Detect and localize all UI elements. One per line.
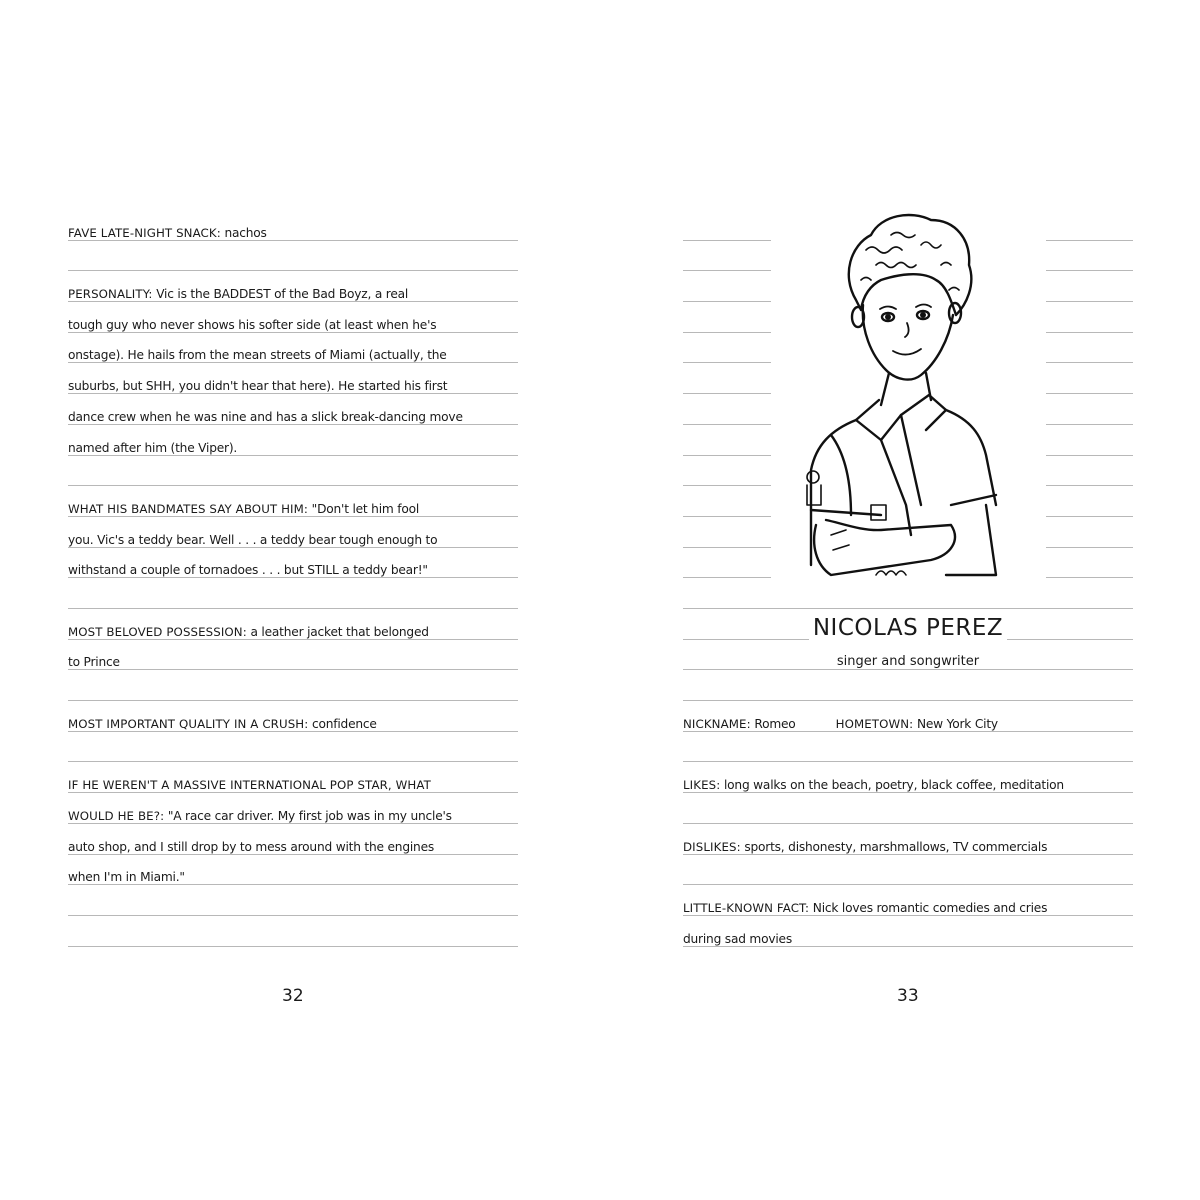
field-value: sports, dishonesty, marshmallows, TV commercials bbox=[740, 840, 1048, 854]
field-value: auto shop, and I still drop by to mess around with the engines bbox=[68, 840, 435, 854]
ruled-line bbox=[683, 761, 1133, 762]
ruled-line bbox=[68, 608, 518, 609]
ruled-line bbox=[683, 946, 1133, 947]
personality-line bbox=[68, 410, 466, 424]
ruled-line bbox=[683, 792, 1133, 793]
field-value: nachos bbox=[220, 226, 267, 240]
character-name bbox=[683, 615, 1133, 641]
field-label: MOST IMPORTANT QUALITY IN A CRUSH: bbox=[68, 717, 309, 731]
field-value: "A race car driver. My first job was in my uncle's bbox=[164, 809, 452, 823]
ruled-line bbox=[68, 577, 518, 578]
field-value: dance crew when he was nine and has a slick break-dancing move bbox=[68, 410, 463, 424]
ruled-line bbox=[683, 915, 1133, 916]
dislikes-line bbox=[683, 840, 1050, 854]
field-value: tough guy who never shows his softer side (at least when he's bbox=[68, 318, 437, 332]
ruled-line bbox=[683, 608, 1133, 609]
ruled-line bbox=[68, 455, 518, 456]
field-value: Romeo bbox=[750, 717, 818, 731]
personality-line bbox=[68, 318, 439, 332]
ruled-line bbox=[68, 854, 518, 855]
ruled-line bbox=[683, 731, 1133, 732]
ruled-line bbox=[68, 332, 518, 333]
likes-line bbox=[683, 778, 1067, 792]
portrait-drawing-icon bbox=[771, 205, 1046, 585]
ruled-line bbox=[68, 424, 518, 425]
possession-line bbox=[68, 655, 123, 669]
ruled-line bbox=[683, 700, 1133, 701]
bandmates-line bbox=[68, 533, 440, 547]
ruled-line bbox=[683, 823, 1133, 824]
character-role bbox=[683, 654, 1133, 669]
ruled-line bbox=[68, 946, 518, 947]
possession-line bbox=[68, 625, 432, 639]
ruled-line bbox=[68, 669, 518, 670]
ruled-line bbox=[683, 854, 1133, 855]
ruled-line bbox=[68, 884, 518, 885]
ruled-line bbox=[68, 700, 518, 701]
character-name-text: NICOLAS PEREZ bbox=[809, 615, 1007, 641]
ruled-line bbox=[68, 485, 518, 486]
field-value: suburbs, but SHH, you didn't hear that here). He started his first bbox=[68, 379, 448, 393]
crush-quality-line bbox=[68, 717, 380, 731]
bandmates-line bbox=[68, 563, 431, 577]
field-value: confidence bbox=[308, 717, 377, 731]
field-label: WHAT HIS BANDMATES SAY ABOUT HIM: bbox=[68, 502, 308, 516]
ruled-line bbox=[68, 240, 518, 241]
field-label: WOULD HE BE?: bbox=[68, 809, 165, 823]
field-label: LIKES: bbox=[683, 778, 721, 792]
field-value: you. Vic's a teddy bear. Well . . . a teddy bear tough enough to bbox=[68, 533, 438, 547]
character-role-text: singer and songwriter bbox=[833, 654, 983, 669]
personality-line bbox=[68, 287, 411, 301]
ruled-line bbox=[68, 393, 518, 394]
field-label: FAVE LATE-NIGHT SNACK: bbox=[68, 226, 221, 240]
right-page bbox=[683, 0, 1133, 1200]
field-value: New York City bbox=[913, 717, 998, 731]
ruled-line bbox=[68, 516, 518, 517]
fact-line bbox=[683, 901, 1050, 915]
field-value: Vic is the BADDEST of the Bad Boyz, a real bbox=[152, 287, 409, 301]
ruled-line bbox=[68, 639, 518, 640]
personality-line bbox=[68, 348, 450, 362]
ruled-line bbox=[68, 823, 518, 824]
field-label: DISLIKES: bbox=[683, 840, 741, 854]
fact-line bbox=[683, 932, 795, 946]
field-value: onstage). He hails from the mean streets of Miami (actually, the bbox=[68, 348, 447, 362]
field-value: Nick loves romantic comedies and cries bbox=[809, 901, 1048, 915]
field-label: LITTLE-KNOWN FACT: bbox=[683, 901, 810, 915]
ruled-line bbox=[683, 669, 1133, 670]
bandmates-line bbox=[68, 502, 422, 516]
ruled-line bbox=[68, 792, 518, 793]
ruled-line bbox=[68, 301, 518, 302]
ruled-line bbox=[68, 362, 518, 363]
page-number: 33 bbox=[897, 986, 919, 1006]
field-label: MOST BELOVED POSSESSION: bbox=[68, 625, 247, 639]
personality-line bbox=[68, 441, 240, 455]
field-label: NICKNAME: bbox=[683, 717, 751, 731]
field-value: long walks on the beach, poetry, black coffee, meditation bbox=[720, 778, 1064, 792]
field-value: during sad movies bbox=[683, 932, 792, 946]
field-label: IF HE WEREN'T A MASSIVE INTERNATIONAL POP STAR, WHAT bbox=[68, 778, 431, 792]
field-value: when I'm in Miami." bbox=[68, 870, 185, 884]
field-label: HOMETOWN: bbox=[835, 717, 914, 731]
alt-career-line bbox=[68, 778, 434, 792]
ruled-line bbox=[68, 761, 518, 762]
nickname-hometown-line bbox=[683, 717, 1001, 731]
field-value: named after him (the Viper). bbox=[68, 441, 238, 455]
ruled-line bbox=[68, 547, 518, 548]
field-label: PERSONALITY: bbox=[68, 287, 153, 301]
left-page bbox=[68, 0, 518, 1200]
ruled-line bbox=[68, 731, 518, 732]
alt-career-line bbox=[68, 870, 188, 884]
personality-line bbox=[68, 379, 450, 393]
character-portrait bbox=[771, 205, 1046, 585]
field-value: a leather jacket that belonged bbox=[246, 625, 429, 639]
field-value: to Prince bbox=[68, 655, 120, 669]
alt-career-line bbox=[68, 809, 455, 823]
alt-career-line bbox=[68, 840, 437, 854]
page-number: 32 bbox=[282, 986, 304, 1006]
ruled-line bbox=[68, 915, 518, 916]
fave-snack-line bbox=[68, 226, 270, 240]
field-value: withstand a couple of tornadoes . . . but STILL a teddy bear!" bbox=[68, 563, 428, 577]
field-value: "Don't let him fool bbox=[308, 502, 420, 516]
ruled-line bbox=[683, 884, 1133, 885]
ruled-line bbox=[68, 270, 518, 271]
